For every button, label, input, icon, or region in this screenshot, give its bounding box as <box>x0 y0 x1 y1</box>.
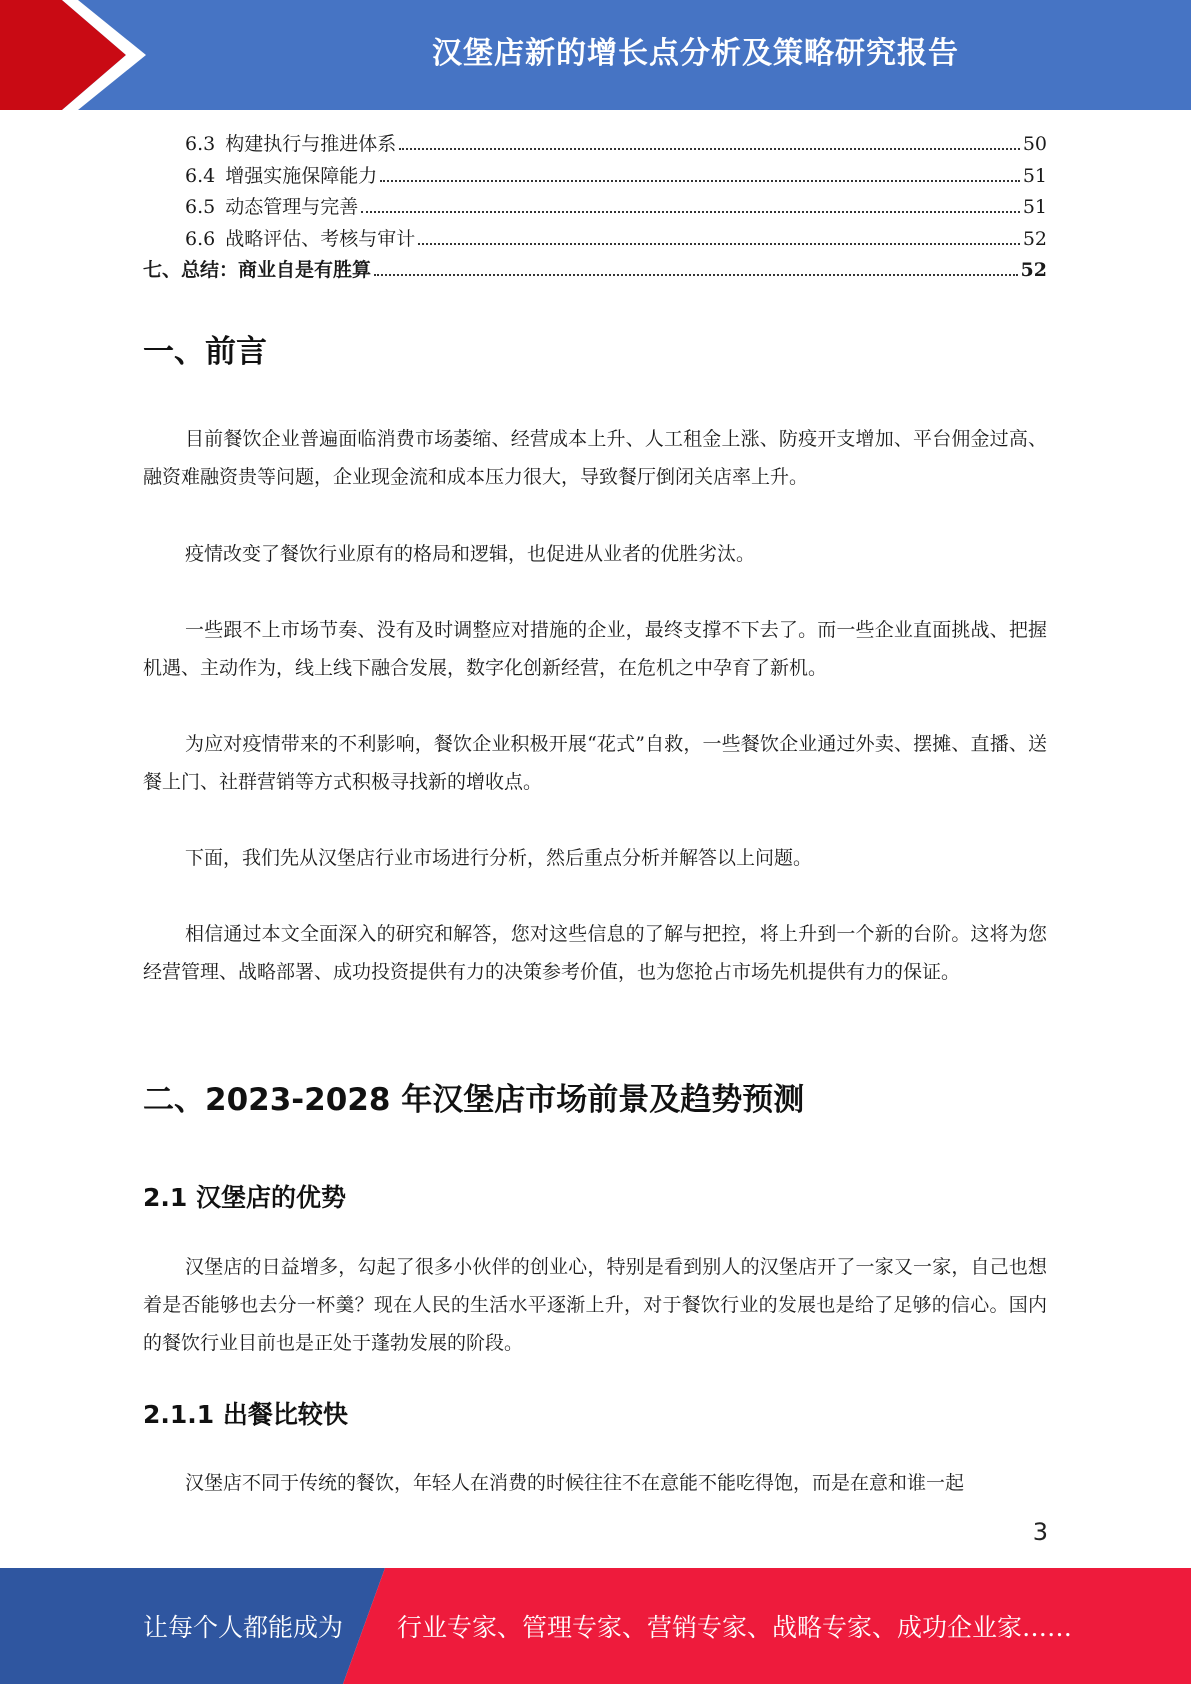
section-heading-preface: 一、前言 <box>143 334 267 370</box>
toc-number: 6.5 <box>185 196 216 218</box>
toc-entry-6-5[interactable] <box>143 192 1047 224</box>
toc-leader <box>418 243 1020 245</box>
toc-title: 构建执行与推进体系 <box>225 133 397 155</box>
toc-number: 6.3 <box>185 133 216 155</box>
subsection-heading-advantages: 2.1 汉堡店的优势 <box>143 1183 346 1212</box>
toc-page: 50 <box>1022 133 1047 155</box>
table-of-contents <box>143 129 1047 287</box>
paragraph: 疫情改变了餐饮行业原有的格局和逻辑，也促进从业者的优胜劣汰。 <box>185 543 756 565</box>
subsection-heading-fast-serving: 2.1.1 出餐比较快 <box>143 1400 348 1429</box>
toc-entry-6-3[interactable] <box>143 129 1047 161</box>
document-title: 汉堡店新的增长点分析及策略研究报告 <box>432 36 959 71</box>
toc-page: 52 <box>1022 227 1047 250</box>
toc-number: 6.6 <box>185 227 216 250</box>
paragraph: 为应对疫情带来的不利影响，餐饮企业积极开展“花式”自救，一些餐饮企业通过外卖、摆摊、直播、送餐上门、社群营销等方式积极寻找新的增收点。 <box>143 733 1047 793</box>
paragraph: 汉堡店的日益增多，勾起了很多小伙伴的创业心，特别是看到别人的汉堡店开了一家又一家，自己也想着是否能够也去分一杯羹？现在人民的生活水平逐渐上升，对于餐饮行业的发展也是给了足够的信心。国内的餐饮行业目前也是正处于蓬勃发展的阶段。 <box>143 1256 1047 1354</box>
toc-title: 战略评估、考核与审计 <box>225 227 416 250</box>
footer-slogan-right: 行业专家、管理专家、营销专家、战略专家、成功企业家…… <box>397 1613 1073 1642</box>
paragraph: 目前餐饮企业普遍面临消费市场萎缩、经营成本上升、人工租金上涨、防疫开支增加、平台佣金过高、融资难融资贵等问题，企业现金流和成本压力很大，导致餐厅倒闭关店率上升。 <box>143 428 1047 488</box>
toc-title: 七、总结：商业自是有胜算 <box>143 259 372 281</box>
header-bar <box>0 0 1191 110</box>
toc-entry-6-6[interactable] <box>143 224 1047 256</box>
toc-number: 6.4 <box>185 164 216 187</box>
page-number: 3 <box>1032 1518 1048 1546</box>
toc-title: 增强实施保障能力 <box>225 164 378 187</box>
toc-leader <box>361 211 1020 213</box>
footer-slogan-left: 让每个人都能成为 <box>143 1613 344 1642</box>
toc-title: 动态管理与完善 <box>225 196 359 218</box>
toc-leader <box>399 148 1020 150</box>
toc-entry-6-4[interactable] <box>143 161 1047 193</box>
header-arrow-decoration <box>0 0 160 110</box>
paragraph: 相信通过本文全面深入的研究和解答，您对这些信息的了解与把控，将上升到一个新的台阶。这将为您经营管理、战略部署、成功投资提供有力的决策参考价值，也为您抢占市场先机提供有力的保证。 <box>143 923 1047 983</box>
paragraph: 下面，我们先从汉堡店行业市场进行分析，然后重点分析并解答以上问题。 <box>185 847 813 869</box>
toc-page: 52 <box>1020 259 1047 281</box>
section-heading-market-forecast: 二、2023-2028 年汉堡店市场前景及趋势预测 <box>143 1082 805 1118</box>
paragraph: 汉堡店不同于传统的餐饮，年轻人在消费的时候往往不在意能不能吃得饱，而是在意和谁一起 <box>185 1472 965 1494</box>
toc-leader <box>380 180 1020 182</box>
toc-entry-chapter-7[interactable] <box>143 255 1047 287</box>
paragraph: 一些跟不上市场节奏、没有及时调整应对措施的企业，最终支撑不下去了。而一些企业直面挑战、把握机遇、主动作为，线上线下融合发展，数字化创新经营，在危机之中孕育了新机。 <box>143 619 1047 679</box>
footer-banner <box>0 1568 1191 1684</box>
toc-leader <box>374 274 1018 276</box>
toc-page: 51 <box>1022 196 1047 218</box>
toc-page: 51 <box>1022 164 1047 187</box>
